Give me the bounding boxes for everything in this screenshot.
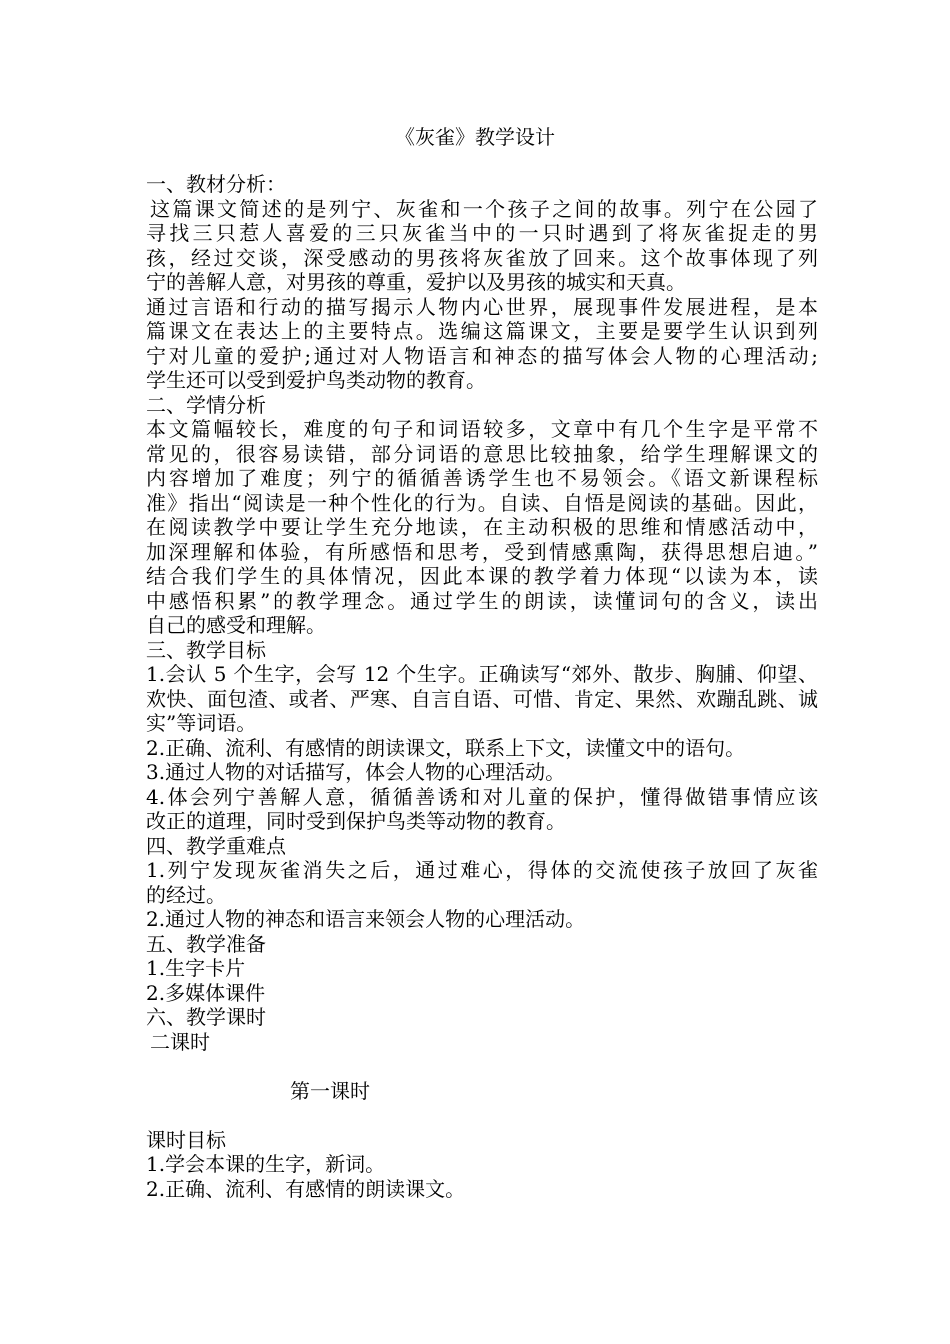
document-title: 《灰雀》教学设计	[395, 125, 555, 149]
text-line: 2.正确、流利、有感情的朗读课文。	[146, 1176, 466, 1201]
section-heading: 三、教学目标	[146, 637, 266, 662]
text-line: 孩，经过交谈，深受感动的男孩将灰雀放了回来。这个故事体现了列	[146, 245, 818, 270]
section-heading: 一、教材分析：	[146, 172, 286, 196]
text-line: 寻找三只惹人喜爱的三只灰雀当中的一只时遇到了将灰雀捉走的男	[146, 221, 818, 245]
text-line: 宁的善解人意，对男孩的尊重，爱护以及男孩的城实和天真。	[146, 270, 686, 294]
text-line: 2.通过人物的神态和语言来领会人物的心理活动。	[146, 907, 586, 931]
text-line: 1.生字卡片	[146, 956, 246, 980]
text-line: 准》指出“阅读是一种个性化的行为。自读、自悟是阅读的基础。因此，	[146, 490, 818, 515]
section-heading: 五、教学准备	[146, 931, 266, 956]
text-line: 二课时	[150, 1029, 210, 1054]
text-line: 实”等词语。	[146, 711, 257, 735]
text-line: 欢快、面包渣、或者、严寒、自言自语、可惜、肯定、果然、欢蹦乱跳、诚	[146, 686, 818, 711]
section-heading: 二、学情分析	[146, 392, 266, 417]
text-line: 通过言语和行动的描写揭示人物内心世界，展现事件发展进程，是本	[146, 294, 818, 319]
text-line: 常见的，很容易读错，部分词语的意思比较抽象，给学生理解课文的	[146, 441, 818, 466]
spacer	[146, 1103, 818, 1128]
text-line: 2.正确、流利、有感情的朗读课文，联系上下文，读懂文中的语句。	[146, 735, 746, 760]
section-heading: 六、教学课时	[146, 1005, 266, 1029]
text-line: 内容增加了难度；列宁的循循善诱学生也不易领会。《语文新课程标	[146, 466, 818, 490]
document-body	[146, 172, 818, 1201]
text-line: 2.多媒体课件	[146, 980, 266, 1005]
text-line: 自己的感受和理解。	[146, 613, 326, 637]
text-line: 中感悟积累”的教学理念。通过学生的朗读，读懂词句的含义，读出	[146, 588, 818, 613]
spacer	[146, 1054, 818, 1079]
text-line: 在阅读教学中要让学生充分地读，在主动积极的思维和情感活动中，	[146, 515, 818, 539]
section-heading: 四、教学重难点	[146, 833, 286, 858]
text-line: 这篇课文简述的是列宁、灰雀和一个孩子之间的故事。列宁在公园了	[150, 196, 818, 221]
text-line: 结合我们学生的具体情况，因此本课的教学着力体现“以读为本，读	[146, 564, 818, 588]
text-line: 加深理解和体验，有所感悟和思考，受到情感熏陶，获得思想启迪。”	[146, 539, 818, 564]
text-line: 1.会认 5 个生字，会写 12 个生字。正确读写“郊外、散步、胸脯、仰望、	[146, 662, 818, 686]
text-line: 1.学会本课的生字，新词。	[146, 1152, 386, 1176]
lesson-subtitle: 第一课时	[290, 1078, 370, 1103]
section-heading: 课时目标	[146, 1127, 226, 1152]
text-line: 本文篇幅较长，难度的句子和词语较多，文章中有几个生字是平常不	[146, 417, 818, 441]
text-line: 4.体会列宁善解人意，循循善诱和对儿童的保护，懂得做错事情应该	[146, 784, 818, 809]
text-line: 的经过。	[146, 882, 226, 907]
text-line: 学生还可以受到爱护鸟类动物的教育。	[146, 368, 486, 392]
text-line: 1.列宁发现灰雀消失之后，通过难心，得体的交流使孩子放回了灰雀	[146, 858, 818, 882]
text-line: 宁对儿童的爱护;通过对人物语言和神态的描写体会人物的心理活动;	[146, 343, 818, 368]
text-line: 改正的道理，同时受到保护鸟类等动物的教育。	[146, 809, 566, 833]
text-line: 3.通过人物的对话描写，体会人物的心理活动。	[146, 760, 566, 784]
text-line: 篇课文在表达上的主要特点。选编这篇课文，主要是要学生认识到列	[146, 319, 818, 343]
